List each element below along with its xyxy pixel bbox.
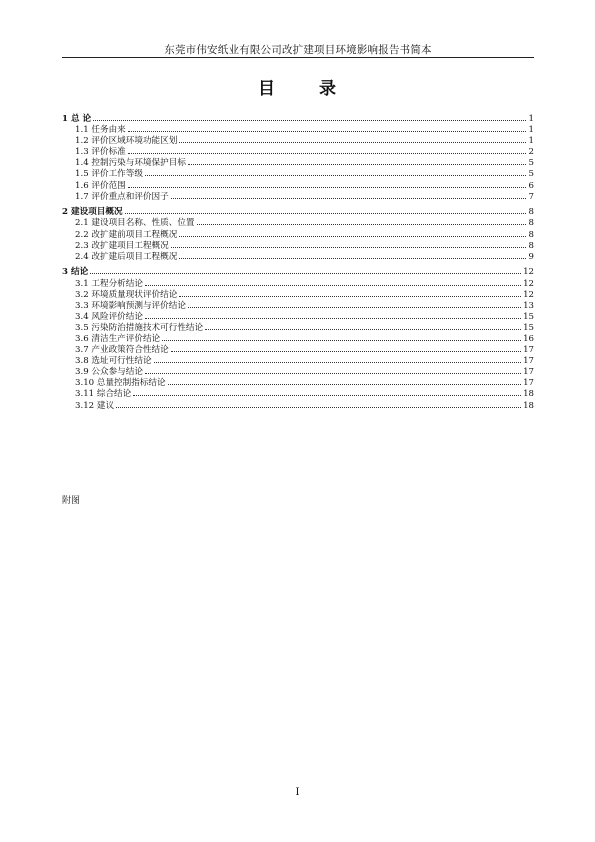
toc-entry-page: 17 — [523, 367, 534, 378]
toc-dot-leader — [93, 114, 526, 121]
toc-entry-page: 9 — [528, 251, 534, 262]
toc-entry-label: 1.2 评价区域环境功能区划 — [75, 136, 178, 147]
toc-entry-page: 1 — [528, 136, 534, 147]
toc-section-entry[interactable] — [62, 181, 534, 192]
toc-dot-leader — [133, 389, 521, 396]
toc-section-entry[interactable] — [62, 192, 534, 203]
toc-section-entry[interactable] — [62, 230, 534, 241]
toc-entry-label: 1.5 评价工作等级 — [75, 169, 143, 180]
toc-chapter-entry[interactable] — [62, 207, 534, 218]
toc-dot-leader — [128, 125, 526, 132]
toc-section-entry[interactable] — [62, 252, 534, 263]
toc-dot-leader — [171, 192, 526, 199]
toc-dot-leader — [205, 323, 521, 330]
toc-dot-leader — [188, 158, 526, 165]
toc-section-entry[interactable] — [62, 345, 534, 356]
toc-dot-leader — [145, 169, 526, 176]
toc-dot-leader — [145, 279, 521, 286]
toc-entry-page: 12 — [523, 278, 534, 289]
toc-entry-page: 8 — [528, 240, 534, 251]
toc-section-entry[interactable] — [62, 367, 534, 378]
toc-entry-page: 15 — [523, 322, 534, 333]
toc-dot-leader — [179, 290, 521, 297]
toc-entry-page: 12 — [523, 289, 534, 300]
page-title: 目 录 — [258, 79, 337, 99]
toc-entry-label: 3.5 污染防治措施技术可行性结论 — [75, 322, 204, 333]
toc-dot-leader — [125, 207, 526, 214]
toc-entry-label: 3.7 产业政策符合性结论 — [75, 345, 169, 356]
toc-entry-label: 3.2 环境质量现状评价结论 — [75, 289, 178, 300]
toc-entry-label: 3 结论 — [62, 267, 89, 278]
toc-section-entry[interactable] — [62, 401, 534, 412]
toc-entry-page: 5 — [528, 158, 534, 169]
toc-entry-label: 3.12 建议 — [75, 400, 115, 411]
toc-entry-page: 17 — [523, 378, 534, 389]
toc-dot-leader — [168, 378, 521, 385]
toc-entry-label: 2 建设项目概况 — [62, 207, 123, 218]
toc-entry-page: 17 — [523, 356, 534, 367]
toc-entry-page: 18 — [523, 389, 534, 400]
toc-section-entry[interactable] — [62, 136, 534, 147]
toc-entry-page: 16 — [523, 333, 534, 344]
toc-section-entry[interactable] — [62, 147, 534, 158]
toc-entry-label: 3.6 清洁生产评价结论 — [75, 333, 161, 344]
header-divider — [62, 57, 534, 58]
toc-dot-leader — [116, 401, 521, 408]
toc-section-entry[interactable] — [62, 125, 534, 136]
toc-dot-leader — [128, 181, 526, 188]
toc-entry-page: 6 — [528, 180, 534, 191]
toc-entry-page: 15 — [523, 311, 534, 322]
toc-section-entry[interactable] — [62, 169, 534, 180]
toc-entry-label: 3.10 总量控制指标结论 — [75, 378, 166, 389]
toc-section-entry[interactable] — [62, 356, 534, 367]
toc-dot-leader — [171, 241, 526, 248]
toc-entry-page: 12 — [523, 267, 534, 278]
toc-dot-leader — [145, 367, 521, 374]
toc-entry-label: 3.11 综合结论 — [75, 389, 132, 400]
toc-entry-page: 7 — [528, 191, 534, 202]
toc-dot-leader — [179, 230, 526, 237]
running-header: 东莞市伟安纸业有限公司改扩建项目环境影响报告书简本 — [164, 44, 432, 56]
toc-section-entry[interactable] — [62, 218, 534, 229]
toc-entry-page: 8 — [528, 218, 534, 229]
toc-entry-page: 8 — [528, 229, 534, 240]
toc-entry-label: 1.1 任务由来 — [75, 125, 126, 136]
toc-section-entry[interactable] — [62, 334, 534, 345]
toc-entry-label: 3.4 风险评价结论 — [75, 311, 143, 322]
toc-section-entry[interactable] — [62, 241, 534, 252]
toc-entry-page: 5 — [528, 169, 534, 180]
toc-dot-leader — [162, 334, 521, 341]
toc-entry-page: 2 — [528, 147, 534, 158]
toc-entry-label: 2.4 改扩建后项目工程概况 — [75, 251, 178, 262]
toc-dot-leader — [197, 218, 526, 225]
toc-chapter-entry[interactable] — [62, 114, 534, 125]
toc-section-entry[interactable] — [62, 279, 534, 290]
toc-chapter-entry[interactable] — [62, 267, 534, 278]
toc-entry-label: 3.9 公众参与结论 — [75, 367, 143, 378]
toc-entry-label: 2.2 改扩建前项目工程概况 — [75, 229, 178, 240]
toc-section-entry[interactable] — [62, 323, 534, 334]
toc-dot-leader — [128, 147, 526, 154]
toc-entry-page: 1 — [528, 114, 534, 124]
toc-dot-leader — [179, 136, 526, 143]
toc-entry-label: 1.7 评价重点和评价因子 — [75, 191, 169, 202]
toc-section-entry[interactable] — [62, 312, 534, 323]
toc-dot-leader — [145, 312, 521, 319]
toc-dot-leader — [188, 301, 521, 308]
toc-dot-leader — [90, 267, 521, 274]
toc-entry-label: 1.4 控制污染与环境保护目标 — [75, 158, 186, 169]
toc-dot-leader — [179, 252, 526, 259]
toc-section-entry[interactable] — [62, 301, 534, 312]
toc-entry-label: 2.3 改扩建项目工程概况 — [75, 240, 169, 251]
toc-dot-leader — [171, 345, 521, 352]
toc-entry-label: 2.1 建设项目名称、性质、位置 — [75, 218, 195, 229]
toc-entry-page: 8 — [528, 207, 534, 218]
toc-entry-label: 3.3 环境影响预测与评价结论 — [75, 300, 186, 311]
toc-dot-leader — [154, 356, 522, 363]
toc-entry-label: 1.6 评价范围 — [75, 180, 126, 191]
table-of-contents — [62, 114, 534, 412]
toc-entry-page: 13 — [523, 300, 534, 311]
toc-section-entry[interactable] — [62, 389, 534, 400]
toc-section-entry[interactable] — [62, 290, 534, 301]
toc-entry-label: 1 总 论 — [62, 114, 92, 124]
toc-section-entry[interactable] — [62, 158, 534, 169]
toc-entry-page: 1 — [528, 125, 534, 136]
appendix-label: 附图 — [62, 496, 81, 506]
toc-entry-label: 3.1 工程分析结论 — [75, 278, 143, 289]
toc-section-entry[interactable] — [62, 378, 534, 389]
toc-entry-label: 3.8 选址可行性结论 — [75, 356, 152, 367]
toc-entry-label: 1.3 评价标准 — [75, 147, 126, 158]
toc-entry-page: 17 — [523, 345, 534, 356]
toc-entry-page: 18 — [523, 400, 534, 411]
page-number: I — [295, 787, 300, 798]
